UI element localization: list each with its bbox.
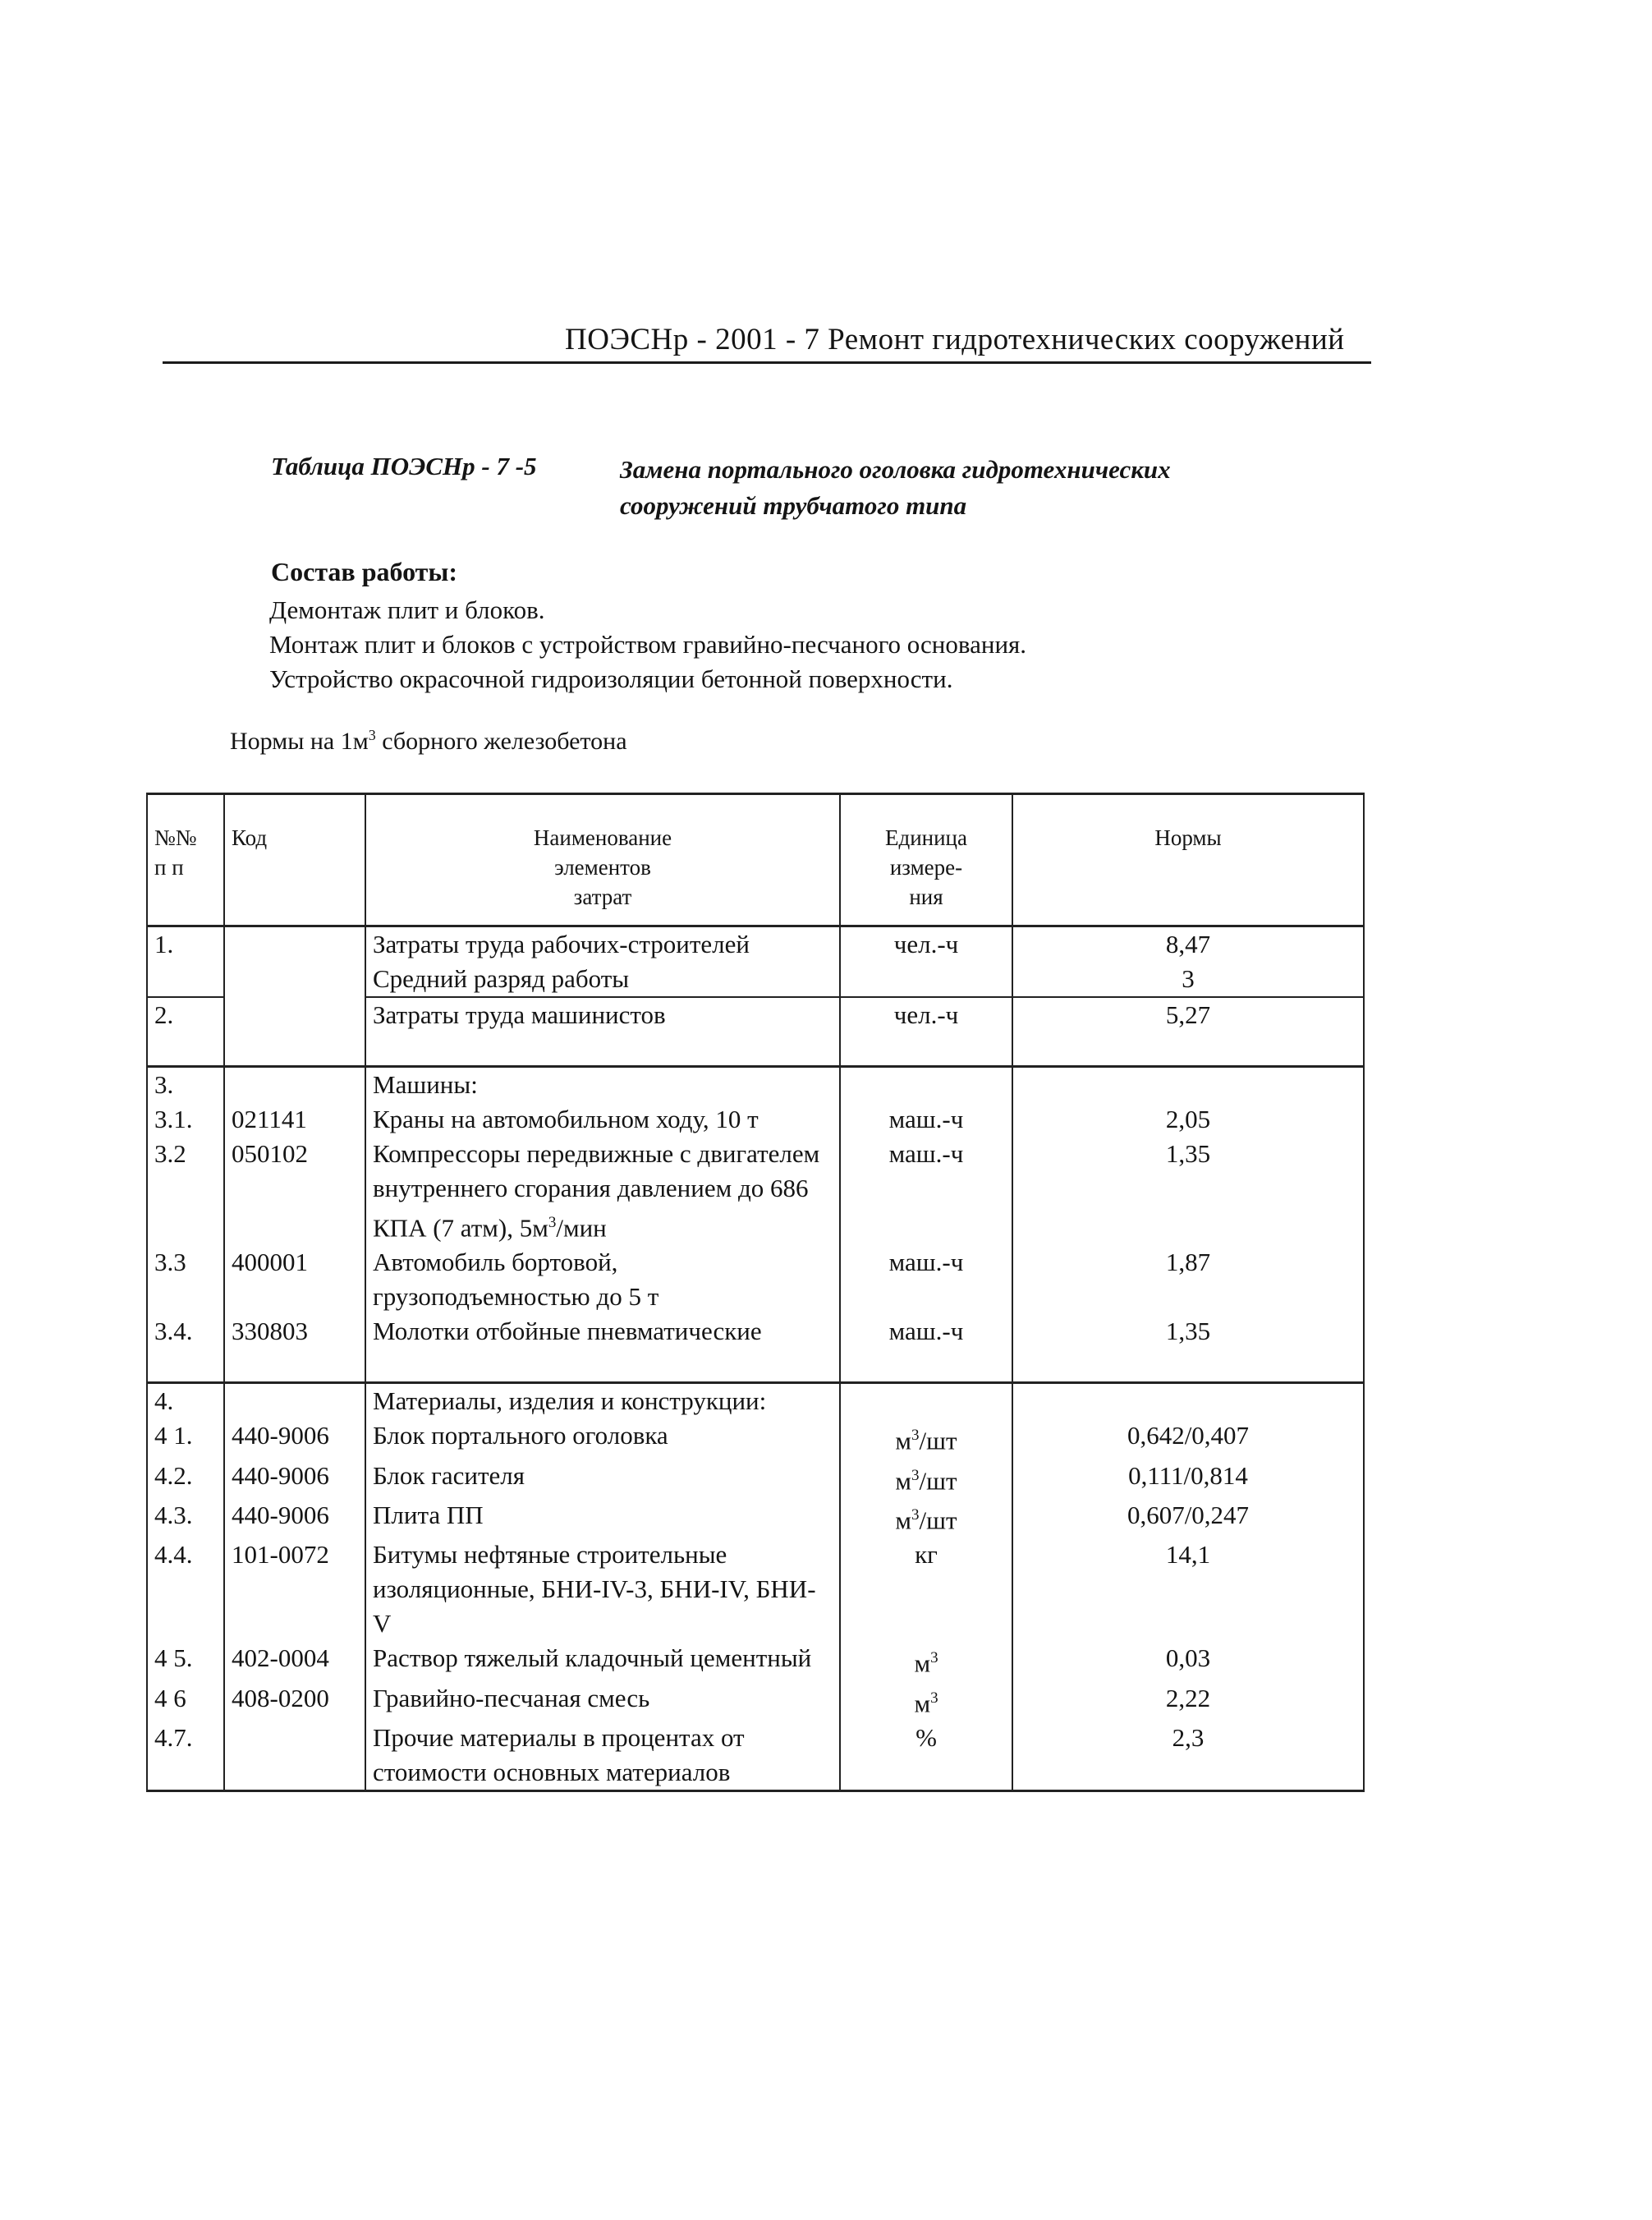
spacer-cell (1012, 1349, 1364, 1383)
cell-norm: 2,22 (1012, 1681, 1364, 1721)
cell-unit: маш.-ч (840, 1245, 1012, 1314)
cell-code: 400001 (224, 1245, 365, 1314)
header-name-line: элементов (554, 855, 651, 880)
spacer-cell (840, 1032, 1012, 1067)
table-row (147, 1681, 1364, 1721)
table-row (147, 1314, 1364, 1349)
cell-name: Затраты труда машинистов (365, 997, 840, 1032)
cell-name: Затраты труда рабочих-строителей (365, 926, 840, 963)
cell-norm: 5,27 (1012, 997, 1364, 1032)
cell-num: 1. (147, 926, 224, 963)
table-row (147, 1459, 1364, 1498)
cell-num: 3. (147, 1067, 224, 1103)
table-row (147, 1067, 1364, 1103)
cell-unit: чел.-ч (840, 997, 1012, 1032)
spacer-cell (1012, 1032, 1364, 1067)
cell-code: 402-0004 (224, 1641, 365, 1680)
table-row (147, 1498, 1364, 1537)
cell-norm: 0,111/0,814 (1012, 1459, 1364, 1498)
cell-code (224, 1067, 365, 1103)
norms-superscript: 3 (368, 727, 376, 743)
cell-num: 4.7. (147, 1721, 224, 1791)
table-row (147, 1137, 1364, 1245)
table-body (147, 926, 1364, 1791)
cell-name: Раствор тяжелый кладочный цементный (365, 1641, 840, 1680)
table-row (147, 1245, 1364, 1314)
spacer-cell (147, 1349, 224, 1383)
table-caption-title-line1: Замена портального оголовка гидротехнических (620, 455, 1171, 484)
cell-name: Битумы нефтяные строительные изоляционные, БНИ-IV-3, БНИ-IV, БНИ-V (365, 1537, 840, 1641)
cell-name: Краны на автомобильном ходу, 10 т (365, 1102, 840, 1137)
table-row (147, 962, 1364, 997)
cell-unit: % (840, 1721, 1012, 1791)
header-num-line: №№ (154, 825, 197, 850)
cell-name: Плита ПП (365, 1498, 840, 1537)
header-name (365, 794, 840, 926)
spacer-cell (147, 1032, 224, 1067)
cell-num: 3.1. (147, 1102, 224, 1137)
header-name-line: затрат (573, 885, 632, 909)
cell-code (224, 1383, 365, 1419)
norms-suffix: сборного железобетона (375, 728, 627, 755)
cell-name: Гравийно-песчаная смесь (365, 1681, 840, 1721)
header-unit-line: Единица (884, 825, 967, 850)
cell-num: 4. (147, 1383, 224, 1419)
cell-name: Средний разряд работы (365, 962, 840, 997)
cell-name: Материалы, изделия и конструкции: (365, 1383, 840, 1419)
header-code: Код (224, 794, 365, 926)
table-row (147, 1641, 1364, 1680)
spacer-cell (224, 1349, 365, 1383)
cell-unit: маш.-ч (840, 1102, 1012, 1137)
header-rule (163, 361, 1371, 364)
cell-unit (840, 1067, 1012, 1103)
cell-code: 330803 (224, 1314, 365, 1349)
cell-norm: 0,03 (1012, 1641, 1364, 1680)
cell-norm: 14,1 (1012, 1537, 1364, 1641)
spacer-cell (365, 1349, 840, 1383)
work-composition-title: Состав работы: (271, 557, 458, 586)
table-row (147, 1721, 1364, 1791)
cell-num: 3.3 (147, 1245, 224, 1314)
cell-norm: 0,642/0,407 (1012, 1418, 1364, 1458)
spacer-row (147, 1032, 1364, 1067)
cell-name: Молотки отбойные пневматические (365, 1314, 840, 1349)
norms-unit-line (230, 727, 627, 756)
table-row (147, 1418, 1364, 1458)
work-item: Монтаж плит и блоков с устройством гравийно-песчаного основания. (269, 630, 1027, 659)
cell-unit: чел.-ч (840, 926, 1012, 963)
cell-name: Машины: (365, 1067, 840, 1103)
cell-num: 3.4. (147, 1314, 224, 1349)
cell-num: 4 5. (147, 1641, 224, 1680)
table-row (147, 926, 1364, 963)
table-caption-title-line2: сооружений трубчатого типа (620, 491, 967, 520)
cell-norm: 1,35 (1012, 1314, 1364, 1349)
cell-code (224, 962, 365, 997)
table-row (147, 1383, 1364, 1419)
cell-name: Блок гасителя (365, 1459, 840, 1498)
cell-num: 4.2. (147, 1459, 224, 1498)
cell-norm: 1,87 (1012, 1245, 1364, 1314)
cell-unit: $м^3$ (840, 1681, 1012, 1721)
header-unit-line: ния (909, 885, 943, 909)
header-unit (840, 794, 1012, 926)
table-caption-label: Таблица ПОЭСНр - 7 -5 (271, 452, 537, 480)
cell-code (224, 997, 365, 1032)
cell-unit: кг (840, 1537, 1012, 1641)
cell-unit: $м^3/шт$ (840, 1459, 1012, 1498)
spacer-cell (224, 1032, 365, 1067)
cell-unit (840, 962, 1012, 997)
header-name-line: Наименование (533, 825, 672, 850)
cell-unit: маш.-ч (840, 1137, 1012, 1245)
cell-code: 440-9006 (224, 1418, 365, 1458)
work-composition-list (269, 593, 1026, 696)
cell-num: 2. (147, 997, 224, 1032)
table-row (147, 1537, 1364, 1641)
cell-unit: $м^3/шт$ (840, 1418, 1012, 1458)
cell-name: Прочие материалы в процентах от стоимости основных материалов (365, 1721, 840, 1791)
spacer-row (147, 1349, 1364, 1383)
cell-unit: $м^3/шт$ (840, 1498, 1012, 1537)
cell-name: Автомобиль бортовой, грузоподъемностью до 5 т (365, 1245, 840, 1314)
cell-unit: $м^3$ (840, 1641, 1012, 1680)
cell-num: 4 6 (147, 1681, 224, 1721)
header-num-line: п п (154, 855, 184, 880)
cell-name: Блок портального оголовка (365, 1418, 840, 1458)
cell-norm: 1,35 (1012, 1137, 1364, 1245)
cell-code (224, 926, 365, 963)
cell-norm: 0,607/0,247 (1012, 1498, 1364, 1537)
cell-num: 3.2 (147, 1137, 224, 1245)
cell-code: 101-0072 (224, 1537, 365, 1641)
cell-code: 050102 (224, 1137, 365, 1245)
cell-code: 440-9006 (224, 1459, 365, 1498)
cell-norm: 2,05 (1012, 1102, 1364, 1137)
cell-unit (840, 1383, 1012, 1419)
cell-norm: 8,47 (1012, 926, 1364, 963)
cell-code (224, 1721, 365, 1791)
cell-name: Компрессоры передвижные с двигателем внутреннего сгорания давлением до 686 КПА (7 атм), $5м^3$/мин (365, 1137, 840, 1245)
table-row (147, 997, 1364, 1032)
header-num (147, 794, 224, 926)
cell-num: 4.4. (147, 1537, 224, 1641)
cell-num: 4 1. (147, 1418, 224, 1458)
page-header-title: ПОЭСНр - 2001 - 7 Ремонт гидротехнических сооружений (565, 323, 1345, 356)
table-header-row (147, 794, 1364, 926)
table-row (147, 1102, 1364, 1137)
header-norm: Нормы (1012, 794, 1364, 926)
header-unit-line: измере- (889, 855, 963, 880)
table-caption-title (620, 452, 1171, 524)
cell-code: 021141 (224, 1102, 365, 1137)
cell-code: 440-9006 (224, 1498, 365, 1537)
cell-norm: 2,3 (1012, 1721, 1364, 1791)
cell-norm: 3 (1012, 962, 1364, 997)
cell-num (147, 962, 224, 997)
spacer-cell (840, 1349, 1012, 1383)
cell-code: 408-0200 (224, 1681, 365, 1721)
norms-prefix: Нормы на 1м (230, 728, 369, 755)
cell-unit: маш.-ч (840, 1314, 1012, 1349)
work-item: Демонтаж плит и блоков. (269, 595, 545, 624)
cell-num: 4.3. (147, 1498, 224, 1537)
norms-table (146, 793, 1365, 1792)
spacer-cell (365, 1032, 840, 1067)
work-item: Устройство окрасочной гидроизоляции бетонной поверхности. (269, 664, 953, 693)
cell-norm (1012, 1383, 1364, 1419)
cell-norm (1012, 1067, 1364, 1103)
